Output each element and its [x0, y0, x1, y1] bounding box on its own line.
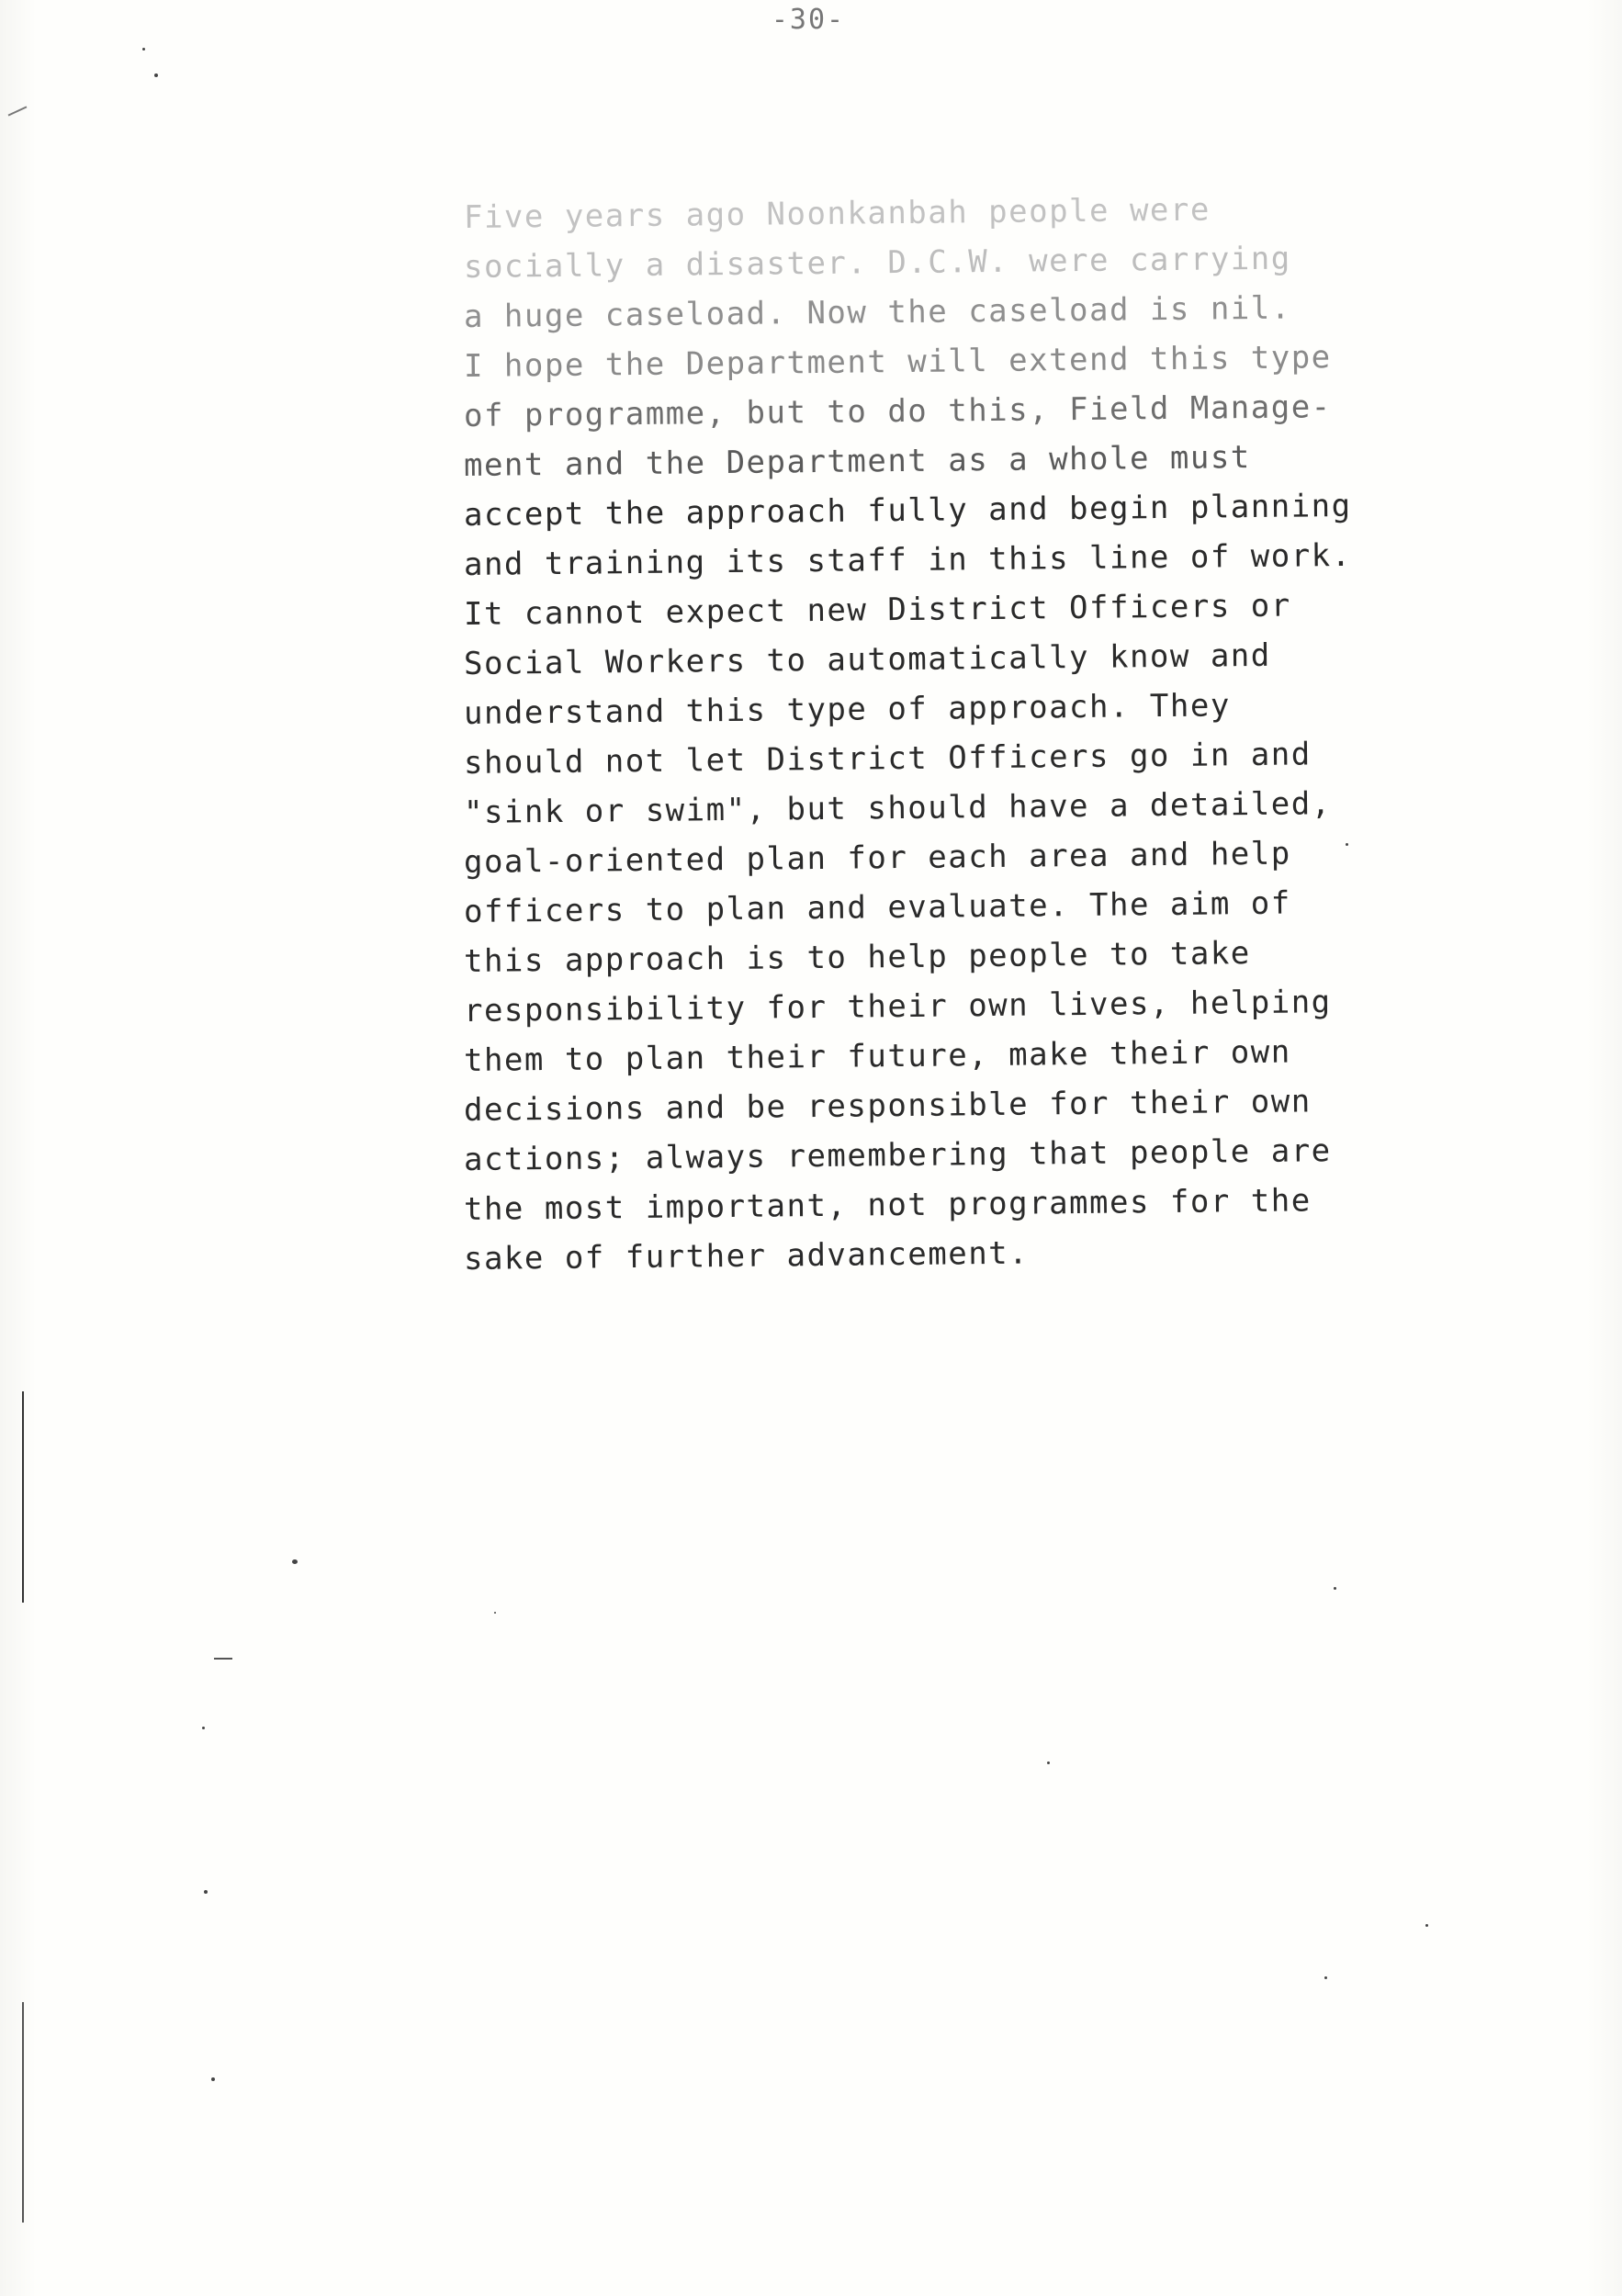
text-line: should not let District Officers go in and — [463, 736, 1312, 782]
scan-speck — [8, 106, 28, 116]
scan-speck — [1334, 1587, 1336, 1590]
text-line: sake of further advancement. — [463, 1234, 1030, 1277]
scan-speck — [142, 48, 145, 51]
text-line: decisions and be responsible for their own — [463, 1083, 1312, 1129]
text-line: and training its staff in this line of work. — [463, 536, 1352, 583]
text-line: a huge caseload. Now the caseload is nil. — [463, 289, 1291, 335]
text-line: this approach is to help people to take — [463, 935, 1251, 980]
text-line: "sink or swim", but should have a detailed, — [463, 785, 1332, 831]
scan-speck — [1047, 1761, 1050, 1764]
scan-speck — [1346, 843, 1348, 846]
scan-speck — [292, 1559, 298, 1564]
scan-speck — [204, 1890, 208, 1894]
text-line: of programme, but to do this, Field Manage- — [463, 388, 1332, 434]
text-line: actions; always remembering that people are — [463, 1132, 1332, 1178]
scan-edge-mark — [22, 2002, 24, 2223]
scan-edge-mark — [22, 1391, 24, 1603]
text-line: officers to plan and evaluate. The aim of — [463, 884, 1291, 930]
text-line: socially a disaster. D.C.W. were carrying — [463, 240, 1291, 286]
scan-speck — [202, 1727, 205, 1729]
scan-speck — [154, 73, 158, 77]
text-line: goal-oriented plan for each area and help — [463, 835, 1291, 881]
text-line: responsibility for their own lives, helping — [463, 984, 1332, 1030]
text-line: understand this type of approach. They — [463, 687, 1232, 732]
text-line: the most important, not programmes for the — [463, 1182, 1312, 1228]
text-line: Social Workers to automatically know and — [463, 636, 1271, 682]
text-line: accept the approach fully and begin planning — [463, 487, 1352, 534]
text-line: I hope the Department will extend this type — [463, 339, 1332, 385]
body-text — [464, 193, 1401, 1284]
text-line: ment and the Department as a whole must — [463, 439, 1251, 484]
page-number: -30- — [771, 4, 846, 36]
scan-speck — [1324, 1976, 1327, 1979]
scan-speck — [211, 2077, 215, 2081]
scan-speck — [214, 1658, 232, 1660]
scan-speck — [494, 1612, 496, 1614]
text-line: It cannot expect new District Officers or — [463, 587, 1291, 633]
scan-speck — [1425, 1924, 1428, 1927]
text-line: them to plan their future, make their own — [463, 1033, 1291, 1079]
text-line: Five years ago Noonkanbah people were — [463, 191, 1211, 236]
